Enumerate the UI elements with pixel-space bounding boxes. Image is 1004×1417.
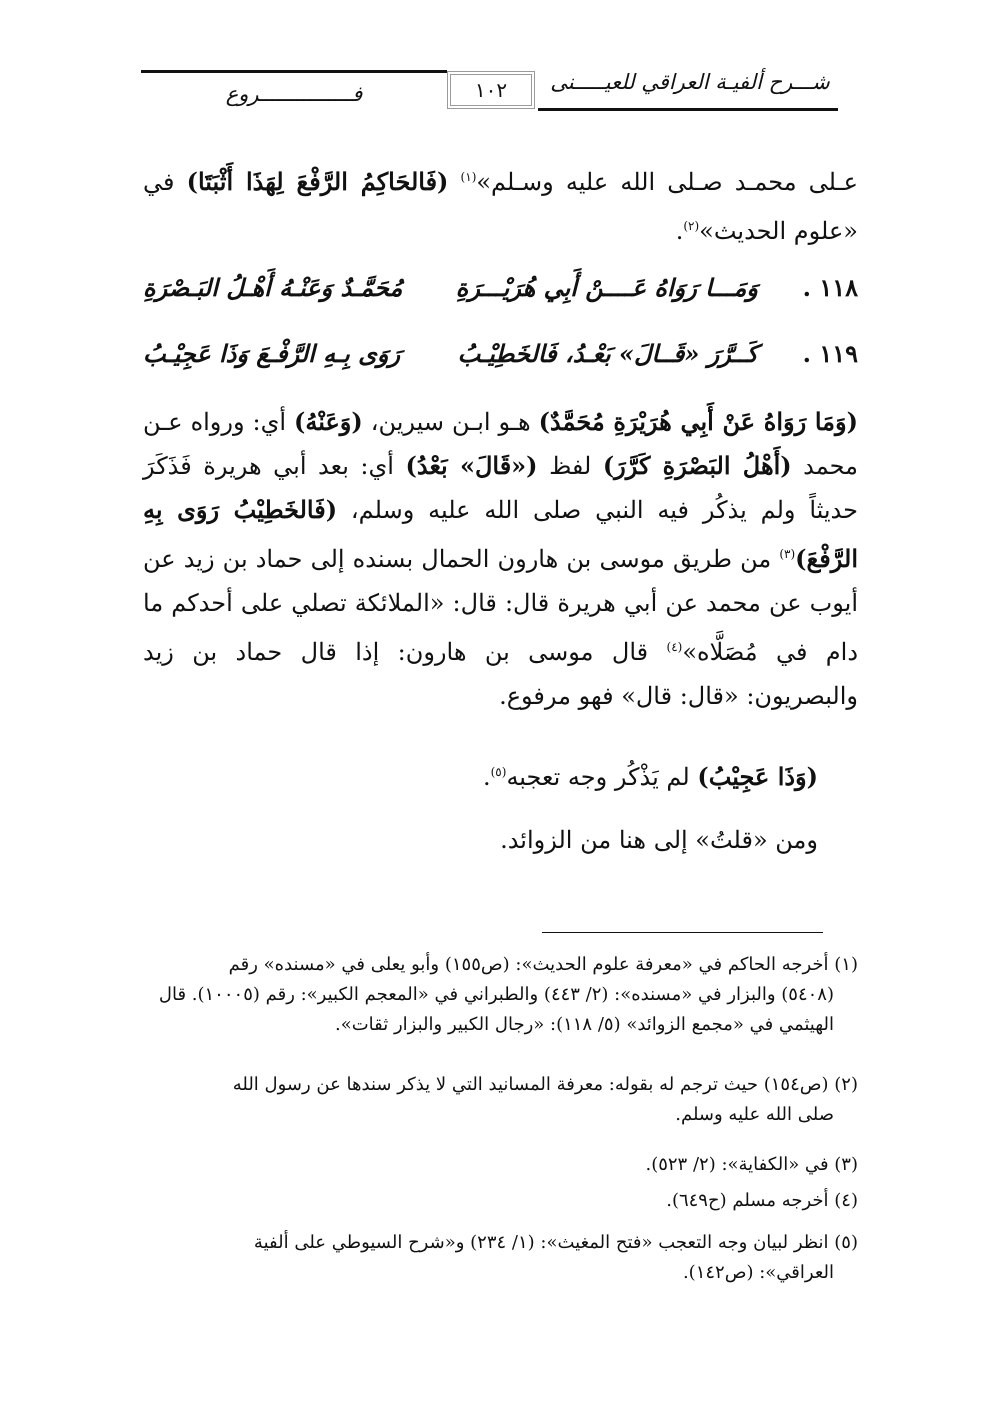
verse-hemistich-right: وَمَـــا رَوَاهُ عَــــنْ أَبِي هُرَيْـــرَةِ <box>455 273 758 302</box>
header-rule-top <box>141 70 447 73</box>
verse-hemistich-left: رَوَى بِـهِ الرَّفْـعَ وَذَا عَجِيْـبُ <box>143 339 401 368</box>
paragraph-2: (وَمَا رَوَاهُ عَنْ أَبِي هُرَيْرَةِ مُحَمَّدٌ) هـو ابـن سيرين، (وَعَنْهُ) أي: ورواه عـن محمد (أَهْلُ البَصْرَةِ كَرَّرَ) لفظ («قَالَ» بَعْدُ) أي: بعد أبي هريرة فَذَكَرَ حديثاً ولم يذكُر فيه النبي صلى الله عليه وسلم، (فَالخَطِيْبُ رَوَى بِهِ الرَّفْعَ)$^{(٣)}$ من طريق موسى بن هارون الحمال بسنده إلى حماد بن زيد عن أيوب عن محمد عن أبي هريرة قال: قال: «الملائكة تصلي على أحدكم ما دام في مُصَلَّاه»$^{(٤)}$ قال موسى بن هارون: إذا قال حماد بن زيد والبصريون: «قال: قال» فهو مرفوع. <box>143 407 859 710</box>
footnote-ref-4[interactable]: (٤) <box>666 640 683 654</box>
paragraph-4: ومن «قلتُ» إلى هنا من الزوائد. <box>500 826 818 854</box>
footnote-5: (٥) انظر لبيان وجه التعجب «فتح المغيث»: (١/ ٢٣٤) و«شرح السيوطي على ألفية العراقي»: (ص١٤٢). <box>253 1232 858 1283</box>
page-number: ١٠٢ <box>447 71 535 109</box>
footnote-ref-5[interactable]: (٥) <box>490 765 507 779</box>
header-rule-bottom <box>538 108 838 111</box>
running-title: شـــرح ألفيـة العراقي للعيـــــنى <box>550 70 830 94</box>
footnote-ref-2[interactable]: (٢) <box>683 219 700 233</box>
verse-119 <box>143 332 858 376</box>
footnote-separator <box>542 932 823 933</box>
verse-hemistich-right: كَــرَّرَ «قَــالَ» بَعْـدُ، فَالخَطِيْـبُ <box>457 339 758 368</box>
footnote-2: (٢) (ص١٥٤) حيث ترجم له بقوله: معرفة المسانيد التي لا يذكر سندها عن رسول الله صلى الله عليه وسلم. <box>232 1074 858 1125</box>
footnote-1: (١) أخرجه الحاكم في «معرفة علوم الحديث»: (ص١٥٥) وأبو يعلى في «مسنده» رقم (٥٤٠٨) والبزار في «مسنده»: (٢/ ٤٤٣) والطبراني في «المعجم الكبير»: رقم (١٠٠٠٥). قال الهيثمي في «مجمع الزوائد» (٥/ ١١٨): «رجال الكبير والبزار ثقات». <box>158 954 858 1035</box>
verse-hemistich-left: مُحَمَّـدٌ وَعَنْـهُ أَهْـلُ البَـصْرَةِ <box>143 273 403 302</box>
paragraph-1: عـلى محمـد صـلى الله عليه وسـلم»$^{(١)}$ (فَالحَاكِمُ الرَّفْعَ لِهَذَا أَثْبَتَا) في «علوم الحديث»$^{(٢)}$. <box>143 167 858 245</box>
paragraph-3: (وَذَا عَجِيْبُ) لم يَذْكُر وجه تعجبه$^{(٥)}$. <box>482 762 818 791</box>
footnote-4: (٤) أخرجه مسلم (ح٦٤٩). <box>666 1190 858 1211</box>
footnote-ref-3[interactable]: (٣) <box>779 547 796 561</box>
footnote-ref-1[interactable]: (١) <box>460 170 477 184</box>
section-title: فـــــــــــــــروع <box>225 82 363 106</box>
verse-118 <box>143 266 858 310</box>
verse-quote: (فَالحَاكِمُ الرَّفْعَ لِهَذَا أَثْبَتَا) <box>186 167 449 196</box>
verse-number: ١١٨ . <box>802 273 858 302</box>
footnote-3: (٣) في «الكفاية»: (٢/ ٥٢٣). <box>645 1154 858 1175</box>
verse-number: ١١٩ . <box>802 339 858 368</box>
